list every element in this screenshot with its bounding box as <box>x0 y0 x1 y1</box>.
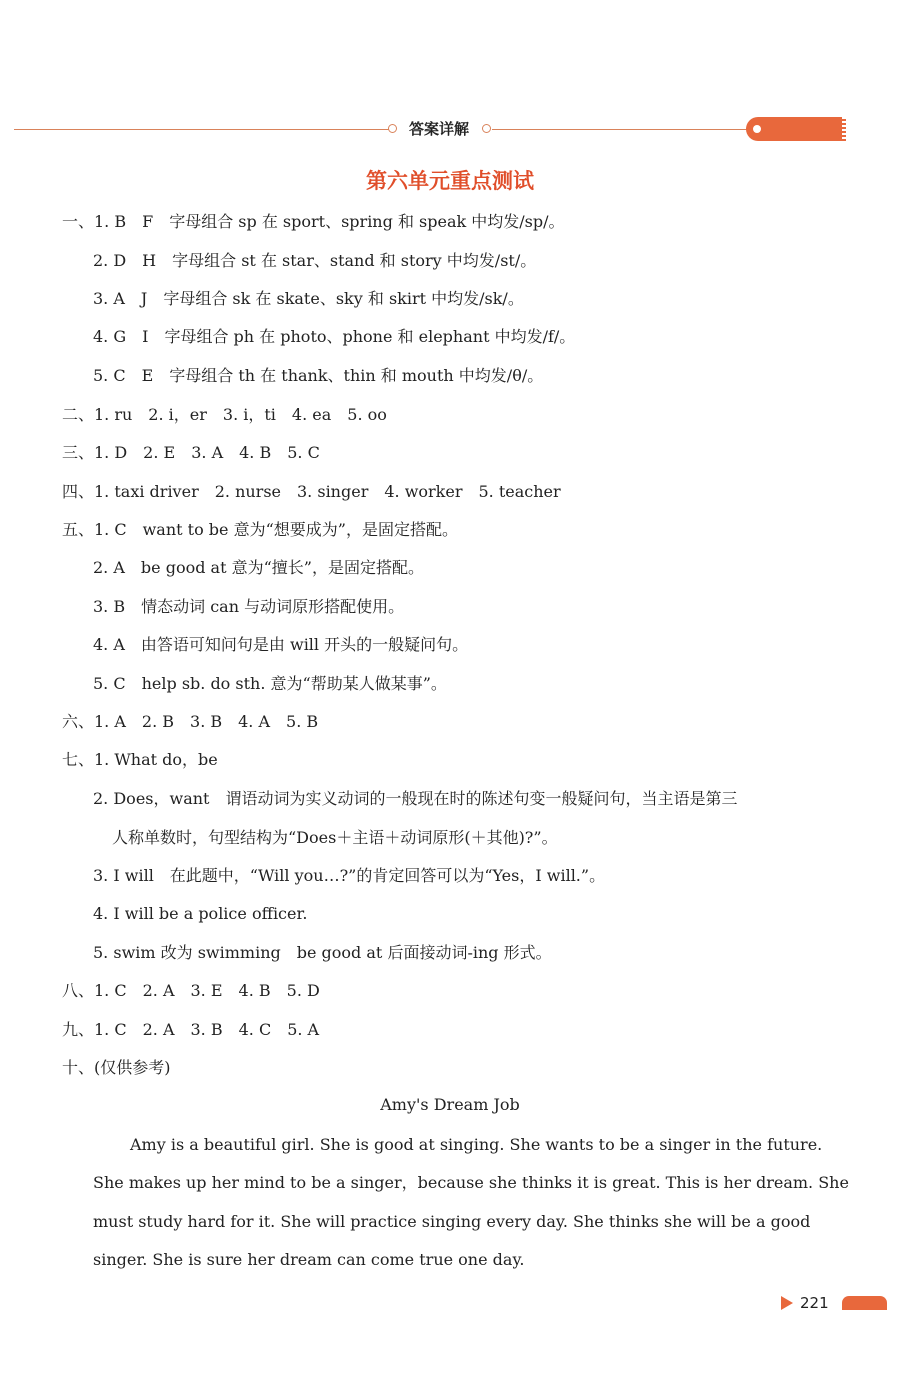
header-title: 答案详解 <box>408 120 469 138</box>
answer-line: 5. swim 改为 swimming be good at 后面接动词-ing 形式。 <box>93 943 552 962</box>
essay-line: singer. She is sure her dream can come true one day. <box>93 1250 525 1269</box>
answer-line: 十、(仅供参考) <box>62 1058 171 1077</box>
answer-line: 二、1. ru 2. i，er 3. i，ti 4. ea 5. oo <box>62 405 387 424</box>
answer-line: 3. I will 在此题中，“Will you…?”的肯定回答可以为“Yes，I will.”。 <box>93 866 606 885</box>
header-tab-decoration <box>746 117 846 141</box>
tab-hole-icon <box>752 124 762 134</box>
answer-line: 2. Does，want 谓语动词为实义动词的一般现在时的陈述句变一般疑问句，当主语是第三 <box>93 789 738 808</box>
tab-stripe <box>842 117 846 141</box>
essay-line: She makes up her mind to be a singer，because she thinks it is great. This is her dream. She <box>93 1173 849 1192</box>
header-rule-left <box>14 129 390 130</box>
answer-line: 四、1. taxi driver 2. nurse 3. singer 4. worker 5. teacher <box>62 482 561 501</box>
header-dot-right-icon <box>482 124 491 133</box>
answer-line: 九、1. C 2. A 3. B 4. C 5. A <box>62 1020 320 1039</box>
answer-line: 3. B 情态动词 can 与动词原形搭配使用。 <box>93 597 405 616</box>
answer-line: 2. D H 字母组合 st 在 star、stand 和 story 中均发/st/。 <box>93 251 537 270</box>
answer-line: 2. A be good at 意为“擅长”，是固定搭配。 <box>93 558 424 577</box>
footer-tab-decoration <box>842 1296 887 1310</box>
header-dot-left-icon <box>388 124 397 133</box>
answer-line: 5. C help sb. do sth. 意为“帮助某人做某事”。 <box>93 674 447 693</box>
essay-line: Amy is a beautiful girl. She is good at singing. She wants to be a singer in the future. <box>130 1135 823 1154</box>
essay-line: must study hard for it. She will practice singing every day. She thinks she will be a good <box>93 1212 811 1231</box>
header-rule-right <box>492 129 748 130</box>
answer-line: 4. G I 字母组合 ph 在 photo、phone 和 elephant 中均发/f/。 <box>93 327 576 346</box>
answer-line: 5. C E 字母组合 th 在 thank、thin 和 mouth 中均发/θ/。 <box>93 366 544 385</box>
page-number: 221 <box>800 1294 829 1312</box>
answer-line: 五、1. C want to be 意为“想要成为”，是固定搭配。 <box>62 520 458 539</box>
answer-line: 3. A J 字母组合 sk 在 skate、sky 和 skirt 中均发/sk/。 <box>93 289 524 308</box>
answer-line: 三、1. D 2. E 3. A 4. B 5. C <box>62 443 320 462</box>
essay-title: Amy's Dream Job <box>380 1095 520 1114</box>
page-arrow-icon <box>781 1296 793 1310</box>
answer-line: 一、1. B F 字母组合 sp 在 sport、spring 和 speak 中均发/sp/。 <box>62 212 565 231</box>
section-title: 第六单元重点测试 <box>366 169 534 193</box>
answer-line: 4. I will be a police officer. <box>93 904 308 923</box>
answer-line: 人称单数时，句型结构为“Does＋主语＋动词原形(＋其他)?”。 <box>112 828 558 847</box>
answer-line: 八、1. C 2. A 3. E 4. B 5. D <box>62 981 320 1000</box>
answer-line: 六、1. A 2. B 3. B 4. A 5. B <box>62 712 319 731</box>
answer-line: 4. A 由答语可知问句是由 will 开头的一般疑问句。 <box>93 635 469 654</box>
answer-line: 七、1. What do，be <box>62 750 218 769</box>
